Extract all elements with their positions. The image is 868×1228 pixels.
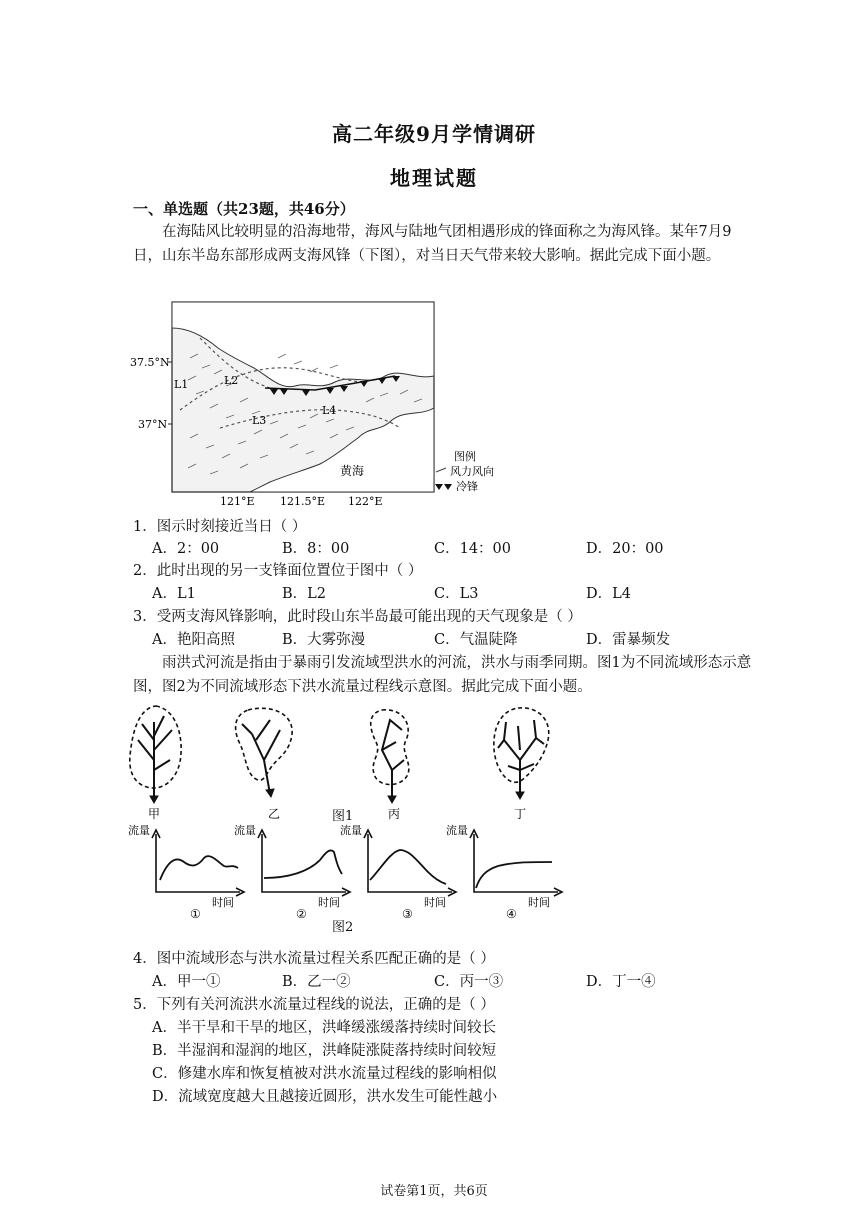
q5-option-a[interactable]: A．半干旱和干旱的地区，洪峰缓涨缓落持续时间较长 (152, 1020, 496, 1036)
basin-bing (371, 710, 409, 803)
q3-option-c[interactable]: C．气温陡降 (434, 632, 518, 648)
legend-wind-label: 风力风向 (450, 465, 494, 478)
q1-option-d[interactable]: D．20：00 (586, 541, 664, 557)
basin-ding (494, 708, 549, 799)
q4-option-b[interactable]: B．乙一② (282, 974, 351, 990)
xlabel-panel-2: 时间 (318, 896, 340, 909)
section-heading: 一、单选题（共23题，共46分） (133, 200, 355, 218)
line-label-l3: L3 (252, 414, 267, 427)
subject-title: 地理试题 (390, 166, 478, 190)
xlabel-panel-4: 时间 (528, 896, 550, 909)
q4-option-d[interactable]: D．丁一④ (586, 974, 656, 990)
legend-title: 图例 (454, 450, 476, 463)
q5-option-c[interactable]: C．修建水库和恢复植被对洪水流量过程线的影响相似 (152, 1066, 497, 1082)
line-label-l4: L4 (322, 404, 337, 417)
figure-2-caption: 图2 (332, 920, 354, 935)
hydrograph-label-3: ③ (402, 907, 413, 921)
q4-option-a[interactable]: A．甲一① (152, 974, 221, 990)
q3-option-a[interactable]: A．艳阳高照 (152, 632, 235, 648)
hydrograph-label-2: ② (296, 907, 307, 921)
xlabel-panel-1: 时间 (212, 896, 234, 909)
lon-label-122: 122°E (348, 495, 383, 508)
q2-option-c[interactable]: C．L3 (434, 586, 479, 602)
q1-option-b[interactable]: B．8：00 (282, 541, 350, 557)
sea-breeze-front-map (130, 298, 510, 510)
basin-yi (236, 708, 293, 797)
q2-option-a[interactable]: A．L1 (152, 586, 196, 602)
q5-option-b[interactable]: B．半湿润和湿润的地区，洪峰陡涨陡落持续时间较短 (152, 1043, 497, 1059)
passage-1: 在海陆风比较明显的沿海地带，海风与陆地气团相遇形成的锋面称之为海风锋。某年7月9日，山东半岛东部形成两支海风锋（下图），对当日天气带来较大影响。据此完成下面小题。 (133, 224, 732, 264)
q3-option-d[interactable]: D．雷暴频发 (586, 632, 671, 648)
page-footer: 试卷第1页，共6页 (380, 1184, 488, 1199)
q5-option-d[interactable]: D．流域宽度越大且越接近圆形，洪水发生可能性越小 (152, 1089, 498, 1105)
lon-label-121: 121°E (220, 495, 255, 508)
hydrograph-label-1: ① (190, 907, 201, 921)
legend-wind-icon (436, 468, 446, 472)
sea-label: 黄海 (340, 464, 365, 478)
line-label-l2: L2 (224, 374, 239, 387)
question-3-stem: 3．受两支海风锋影响，此时段山东半岛最可能出现的天气现象是（ ） (133, 609, 582, 625)
hydrograph-label-4: ④ (506, 907, 517, 921)
legend-front-label: 冷锋 (456, 480, 478, 493)
question-1-stem: 1．图示时刻接近当日（ ） (133, 519, 307, 535)
lon-label-121-5: 121.5°E (280, 495, 326, 508)
question-5-stem: 5．下列有关河流洪水流量过程线的说法，正确的是（ ） (133, 997, 495, 1013)
exam-title: 高二年级9月学情调研 (332, 122, 536, 146)
question-4-stem: 4．图中流域形态与洪水流量过程关系匹配正确的是（ ） (133, 951, 495, 967)
q2-option-d[interactable]: D．L4 (586, 586, 631, 602)
passage-2: 雨洪式河流是指由于暴雨引发流域型洪水的河流，洪水与雨季同期。图1为不同流域形态示意图，图2为不同流域形态下洪水流量过程线示意图。据此完成下面小题。 (133, 655, 752, 695)
ylabel-panel-2: 流量 (234, 824, 256, 837)
basin-label-bing: 丙 (388, 807, 401, 821)
basin-jia (130, 706, 181, 803)
xlabel-panel-3: 时间 (424, 896, 446, 909)
line-label-l1: L1 (174, 378, 189, 391)
lat-label-37: 37°N (138, 418, 168, 431)
ylabel-panel-3: 流量 (340, 824, 362, 837)
legend-front-icon (435, 484, 452, 490)
q1-option-c[interactable]: C．14：00 (434, 541, 511, 557)
q1-option-a[interactable]: A．2：00 (152, 541, 220, 557)
ylabel-panel-1: 流量 (128, 824, 150, 837)
q2-option-b[interactable]: B．L2 (282, 586, 327, 602)
q3-option-b[interactable]: B．大雾弥漫 (282, 632, 366, 648)
question-2-stem: 2．此时出现的另一支锋面位置位于图中（ ） (133, 563, 423, 579)
basin-label-yi: 乙 (268, 807, 281, 821)
basin-label-jia: 甲 (148, 807, 161, 821)
figure-1-caption: 图1 (332, 809, 354, 824)
basin-label-ding: 丁 (514, 807, 527, 821)
lat-label-37-5: 37.5°N (130, 356, 170, 369)
q4-option-c[interactable]: C．丙一③ (434, 974, 504, 990)
ylabel-panel-4: 流量 (446, 824, 468, 837)
